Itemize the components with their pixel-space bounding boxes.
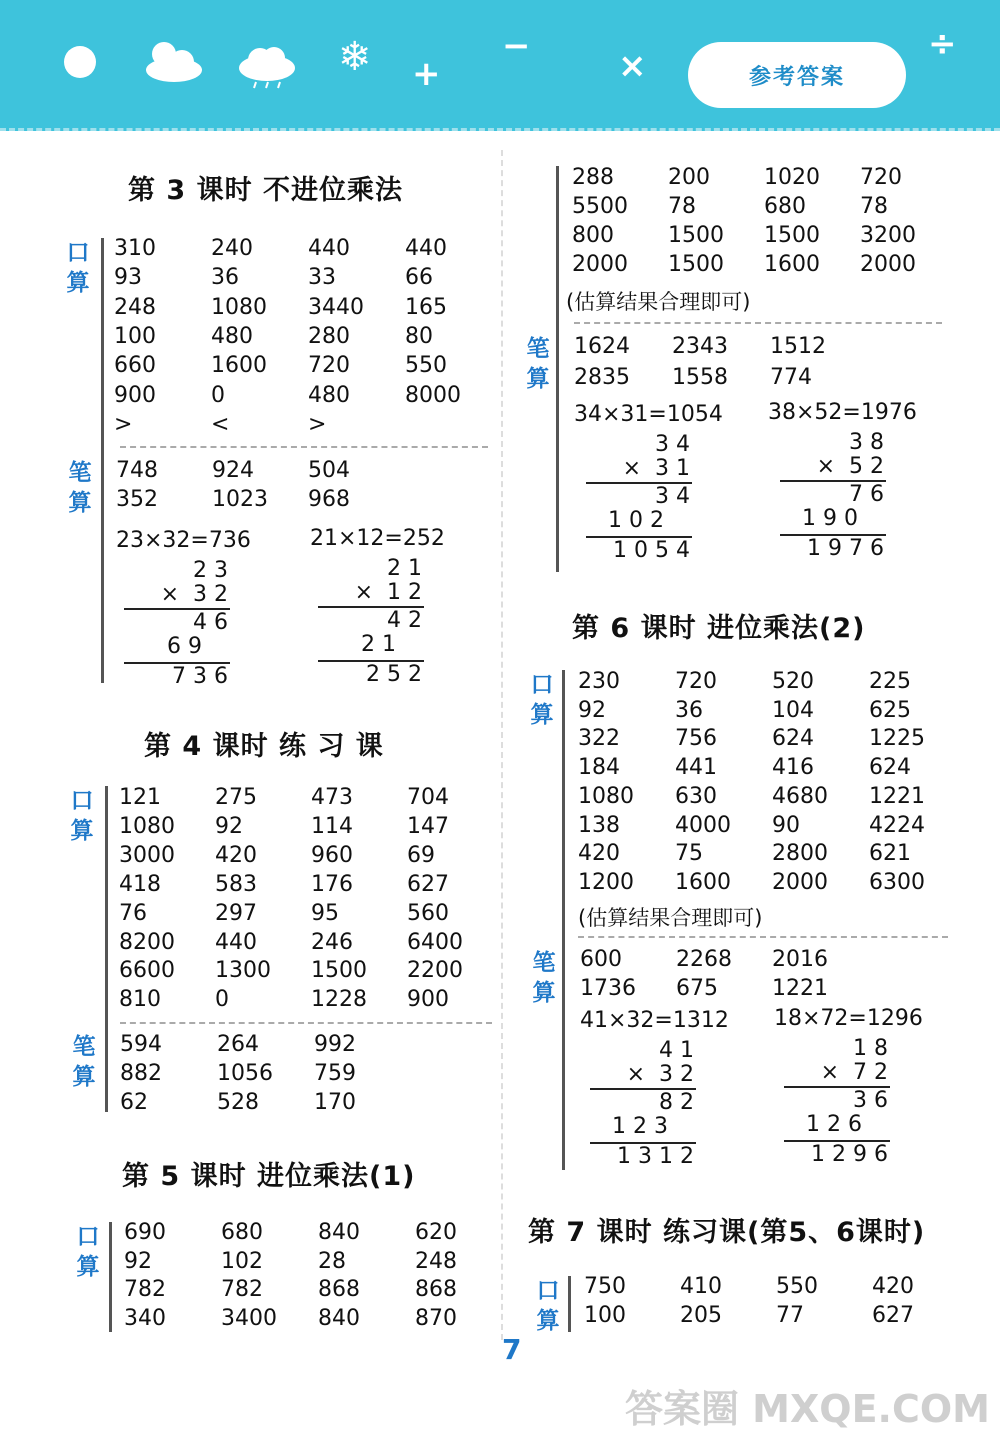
- answer-cell: <: [211, 411, 230, 437]
- answer-cell: 600: [580, 947, 622, 972]
- separator: [120, 446, 488, 448]
- vertical-rule: [784, 1086, 890, 1088]
- answer-cell: 77: [776, 1303, 804, 1328]
- lesson6-equation-2: 18×72=1296: [774, 1006, 923, 1031]
- lesson6-note: (估算结果合理即可): [578, 906, 763, 930]
- answer-cell: 248: [114, 294, 156, 320]
- vertical-line: 6 9: [167, 634, 202, 659]
- answer-cell: 1300: [215, 958, 271, 984]
- answer-cell: 625: [869, 697, 911, 723]
- rain-cloud-icon: [236, 42, 298, 90]
- answer-cell: 184: [578, 755, 620, 781]
- answer-cell: 480: [211, 323, 253, 349]
- vertical-rule: [590, 1088, 696, 1090]
- lesson6-title: 第 6 课时 进位乘法(2): [572, 613, 866, 644]
- answer-cell: 2343: [672, 334, 728, 359]
- oral-label: 口 算: [530, 672, 554, 728]
- sun-icon: [62, 44, 98, 80]
- answer-cell: 114: [311, 813, 353, 839]
- answer-cell: 3000: [119, 842, 175, 868]
- answer-cell: 1056: [217, 1061, 273, 1086]
- answer-cell: 630: [675, 783, 717, 809]
- vertical-line: 8 2: [659, 1090, 694, 1115]
- section-bar: [556, 166, 559, 572]
- answer-cell: 782: [221, 1277, 263, 1303]
- answer-cell: 1500: [764, 223, 820, 248]
- vertical-rule: [586, 536, 692, 538]
- answer-cell: 660: [114, 353, 156, 379]
- answer-cell: 93: [114, 265, 142, 291]
- section-bar: [101, 238, 104, 683]
- plus-sign: +: [412, 54, 441, 94]
- answer-cell: 165: [405, 294, 447, 320]
- answer-cell: 275: [215, 785, 257, 810]
- vertical-rule: [586, 482, 692, 484]
- answer-cell: 504: [308, 458, 350, 483]
- lesson3-equation-2: 21×12=252: [310, 526, 445, 551]
- answer-cell: 560: [407, 900, 449, 926]
- answer-cell: 720: [308, 353, 350, 379]
- vertical-line: 3 4: [655, 484, 690, 509]
- answer-cell: 2000: [572, 252, 628, 277]
- vertical-line: × 5 2: [816, 454, 884, 479]
- oral-label: 口 算: [66, 240, 90, 296]
- answer-cell: 1600: [675, 869, 731, 895]
- lesson5-title: 第 5 课时 进位乘法(1): [122, 1161, 416, 1192]
- answer-cell: 473: [311, 785, 353, 810]
- answer-cell: 1600: [764, 252, 820, 277]
- vertical-rule: [590, 1142, 696, 1144]
- answer-cell: 92: [124, 1248, 152, 1274]
- answer-cell: 2268: [676, 947, 732, 972]
- answer-cell: 66: [405, 265, 433, 291]
- answer-cell: 5500: [572, 194, 628, 219]
- answer-cell: 36: [211, 265, 239, 291]
- section-bar: [568, 1276, 571, 1332]
- answer-cell: 690: [124, 1220, 166, 1245]
- answer-cell: 1080: [119, 813, 175, 839]
- oral-label: 口 算: [70, 788, 94, 844]
- lesson3-title: 第 3 课时 不进位乘法: [128, 175, 403, 206]
- answer-cell: 78: [860, 194, 888, 219]
- answer-cell: 416: [772, 755, 814, 781]
- answer-cell: 205: [680, 1303, 722, 1328]
- answer-cell: 627: [407, 871, 449, 897]
- separator: [574, 322, 942, 324]
- answer-cell: 840: [318, 1220, 360, 1245]
- answer-cell: 868: [318, 1277, 360, 1303]
- answer-cell: 1500: [311, 958, 367, 984]
- answer-cell: 95: [311, 900, 339, 926]
- answer-cell: 748: [116, 458, 158, 483]
- vertical-line: 2 1: [387, 556, 422, 581]
- divide-sign: ÷: [928, 24, 957, 64]
- answer-cell: 138: [578, 812, 620, 838]
- answer-cell: 1200: [578, 869, 634, 895]
- answer-cell: 756: [675, 726, 717, 752]
- vertical-rule: [780, 480, 886, 482]
- answer-cell: 280: [308, 323, 350, 349]
- answer-cell: 121: [119, 785, 161, 810]
- vertical-line: 1 0 5 4: [613, 538, 690, 563]
- separator: [120, 1022, 492, 1024]
- answer-cell: 1221: [772, 976, 828, 1001]
- vertical-line: × 3 2: [160, 582, 228, 607]
- answer-cell: 340: [124, 1306, 166, 1332]
- answer-cell: 627: [872, 1303, 914, 1328]
- answer-cell: 6600: [119, 958, 175, 984]
- answer-cell: 3400: [221, 1306, 277, 1332]
- section-bar: [105, 786, 108, 1112]
- vertical-rule: [124, 662, 230, 664]
- answer-cell: 550: [776, 1274, 818, 1299]
- answer-cell: 440: [308, 236, 350, 261]
- answer-cell: 1020: [764, 165, 820, 190]
- answer-cell: 882: [120, 1061, 162, 1086]
- answer-cell: 924: [212, 458, 254, 483]
- answer-cell: 968: [308, 487, 350, 512]
- vertical-line: 3 4: [655, 432, 690, 457]
- lesson7-title: 第 7 课时 练习课(第5、6课时): [528, 1217, 926, 1248]
- vertical-rule: [318, 660, 424, 662]
- answer-cell: 36: [675, 697, 703, 723]
- answer-cell: 620: [415, 1220, 457, 1245]
- answer-cell: 147: [407, 813, 449, 839]
- answer-cell: 550: [405, 353, 447, 379]
- vertical-rule: [780, 534, 886, 536]
- answer-cell: 782: [124, 1277, 166, 1303]
- answer-cell: 594: [120, 1032, 162, 1057]
- times-sign: ×: [618, 46, 647, 86]
- answer-cell: 6300: [869, 869, 925, 895]
- answer-cell: 1221: [869, 783, 925, 809]
- answer-cell: 420: [872, 1274, 914, 1299]
- answer-cell: 528: [217, 1090, 259, 1115]
- answer-cell: 0: [211, 382, 225, 408]
- vertical-line: 2 3: [193, 558, 228, 583]
- answer-cell: 1500: [668, 223, 724, 248]
- answer-cell: 2800: [772, 841, 828, 867]
- answer-cell: 2200: [407, 958, 463, 984]
- lesson6-equation-1: 41×32=1312: [580, 1008, 729, 1033]
- answer-cell: 1080: [211, 294, 267, 320]
- answer-cell: 264: [217, 1032, 259, 1057]
- vertical-line: 1 9 7 6: [807, 536, 884, 561]
- answer-cell: 520: [772, 669, 814, 694]
- section-bar: [562, 670, 565, 1170]
- answer-cell: 322: [578, 726, 620, 752]
- vertical-line: 1 2 9 6: [811, 1142, 888, 1167]
- page-number: 7: [502, 1333, 522, 1366]
- answer-cell: 80: [405, 323, 433, 349]
- answer-cell: 480: [308, 382, 350, 408]
- written-label: 笔 算: [532, 950, 556, 1006]
- vertical-line: 4 6: [193, 610, 228, 635]
- answer-cell: 720: [860, 165, 902, 190]
- answer-cell: 2000: [772, 869, 828, 895]
- vertical-line: 1 0 2: [608, 508, 664, 533]
- answer-cell: 100: [114, 323, 156, 349]
- answer-cell: >: [114, 411, 133, 437]
- vertical-rule: [124, 608, 230, 610]
- vertical-line: 4 1: [659, 1038, 694, 1063]
- answer-cell: 1558: [672, 365, 728, 390]
- answer-cell: 441: [675, 755, 717, 781]
- answer-cell: 418: [119, 871, 161, 897]
- answer-cell: 420: [578, 841, 620, 867]
- vertical-line: 2 5 2: [366, 662, 422, 687]
- answer-cell: 1500: [668, 252, 724, 277]
- watermark: 答案圈 MXQE.COM: [624, 1387, 990, 1431]
- answer-cell: 4000: [675, 812, 731, 838]
- answer-cell: 675: [676, 976, 718, 1001]
- answer-cell: 583: [215, 871, 257, 897]
- answer-cell: 680: [764, 194, 806, 219]
- column-divider: [501, 150, 503, 1340]
- answer-cell: 4224: [869, 812, 925, 838]
- answer-badge: [688, 42, 906, 108]
- answer-cell: 960: [311, 842, 353, 868]
- answer-cell: 8000: [405, 382, 461, 408]
- answer-cell: 4680: [772, 783, 828, 809]
- answer-cell: 410: [680, 1274, 722, 1299]
- answer-cell: 104: [772, 697, 814, 723]
- answer-cell: 225: [869, 669, 911, 694]
- answer-cell: 230: [578, 669, 620, 694]
- answer-cell: 1512: [770, 334, 826, 359]
- answer-cell: 621: [869, 841, 911, 867]
- header-banner: [0, 0, 1000, 131]
- answer-cell: 440: [405, 236, 447, 261]
- answer-cell: 870: [415, 1306, 457, 1332]
- answer-cell: 2000: [860, 252, 916, 277]
- answer-cell: 992: [314, 1032, 356, 1057]
- answer-cell: 176: [311, 871, 353, 897]
- vertical-line: 1 2 3: [612, 1114, 668, 1139]
- answer-cell: 440: [215, 929, 257, 955]
- answer-cell: 200: [668, 165, 710, 190]
- answer-cell: 1225: [869, 726, 925, 752]
- cloud-sun-icon: [142, 38, 204, 84]
- answer-cell: 750: [584, 1274, 626, 1299]
- answer-cell: 774: [770, 365, 812, 390]
- written-label: 笔 算: [526, 336, 550, 392]
- answer-cell: 0: [215, 987, 229, 1013]
- vertical-line: 7 6: [849, 482, 884, 507]
- snowflake-icon: ❄: [338, 34, 372, 80]
- answer-cell: 1023: [212, 487, 268, 512]
- answer-cell: 624: [869, 755, 911, 781]
- vertical-line: 1 3 1 2: [617, 1144, 694, 1169]
- answer-cell: 704: [407, 785, 449, 810]
- answer-cell: 170: [314, 1090, 356, 1115]
- answer-cell: 900: [114, 382, 156, 408]
- vertical-line: 3 8: [849, 430, 884, 455]
- vertical-line: 2 1: [361, 632, 396, 657]
- answer-cell: 2835: [574, 365, 630, 390]
- answer-cell: 624: [772, 726, 814, 752]
- answer-cell: 840: [318, 1306, 360, 1332]
- answer-cell: 297: [215, 900, 257, 926]
- vertical-line: × 1 2: [354, 580, 422, 605]
- minus-sign: −: [502, 26, 531, 66]
- answer-cell: 1600: [211, 353, 267, 379]
- lesson5-equation-2: 38×52=1976: [768, 400, 917, 425]
- answer-cell: 352: [116, 487, 158, 512]
- answer-cell: 1228: [311, 987, 367, 1013]
- answer-cell: 680: [221, 1220, 263, 1245]
- answer-cell: 78: [668, 194, 696, 219]
- section-bar: [109, 1222, 112, 1332]
- answer-cell: 810: [119, 987, 161, 1013]
- oral-label: 口 算: [536, 1278, 560, 1334]
- oral-label: 口 算: [76, 1224, 100, 1280]
- answer-cell: 62: [120, 1090, 148, 1115]
- answer-cell: 6400: [407, 929, 463, 955]
- answer-cell: 3440: [308, 294, 364, 320]
- vertical-line: 1 9 0: [802, 506, 858, 531]
- vertical-line: 4 2: [387, 608, 422, 633]
- vertical-line: 1 8: [853, 1036, 888, 1061]
- answer-cell: 100: [584, 1303, 626, 1328]
- answer-cell: 75: [675, 841, 703, 867]
- answer-cell: 69: [407, 842, 435, 868]
- vertical-line: × 3 1: [622, 456, 690, 481]
- answer-cell: 310: [114, 236, 156, 261]
- answer-cell: 900: [407, 987, 449, 1013]
- answer-cell: 720: [675, 669, 717, 694]
- written-label: 笔 算: [72, 1034, 96, 1090]
- answer-cell: 92: [215, 813, 243, 839]
- vertical-line: × 7 2: [820, 1060, 888, 1085]
- vertical-line: 7 3 6: [172, 664, 228, 689]
- answer-cell: 800: [572, 223, 614, 248]
- answer-cell: 90: [772, 812, 800, 838]
- lesson3-equation-1: 23×32=736: [116, 528, 251, 553]
- answer-cell: 76: [119, 900, 147, 926]
- answer-cell: 1624: [574, 334, 630, 359]
- lesson4-title: 第 4 课时 练 习 课: [144, 731, 384, 762]
- answer-cell: 92: [578, 697, 606, 723]
- answer-cell: 288: [572, 165, 614, 190]
- answer-cell: 102: [221, 1248, 263, 1274]
- vertical-rule: [784, 1140, 890, 1142]
- separator: [578, 936, 948, 938]
- vertical-line: × 3 2: [626, 1062, 694, 1087]
- answer-cell: 246: [311, 929, 353, 955]
- lesson5-note: (估算结果合理即可): [566, 290, 751, 314]
- answer-cell: 420: [215, 842, 257, 868]
- lesson5-equation-1: 34×31=1054: [574, 402, 723, 427]
- answer-cell: 1080: [578, 783, 634, 809]
- vertical-rule: [318, 606, 424, 608]
- answer-cell: 248: [415, 1248, 457, 1274]
- answer-badge-text: 参考答案: [748, 64, 845, 90]
- written-label: 笔 算: [68, 460, 92, 516]
- answer-cell: >: [308, 411, 327, 437]
- answer-cell: 2016: [772, 947, 828, 972]
- answer-cell: 28: [318, 1248, 346, 1274]
- answer-cell: 8200: [119, 929, 175, 955]
- answer-cell: 1736: [580, 976, 636, 1001]
- answer-cell: 759: [314, 1061, 356, 1086]
- answer-cell: 3200: [860, 223, 916, 248]
- vertical-line: 1 2 6: [806, 1112, 862, 1137]
- answer-cell: 33: [308, 265, 336, 291]
- vertical-line: 3 6: [853, 1088, 888, 1113]
- answer-cell: 868: [415, 1277, 457, 1303]
- answer-cell: 240: [211, 236, 253, 261]
